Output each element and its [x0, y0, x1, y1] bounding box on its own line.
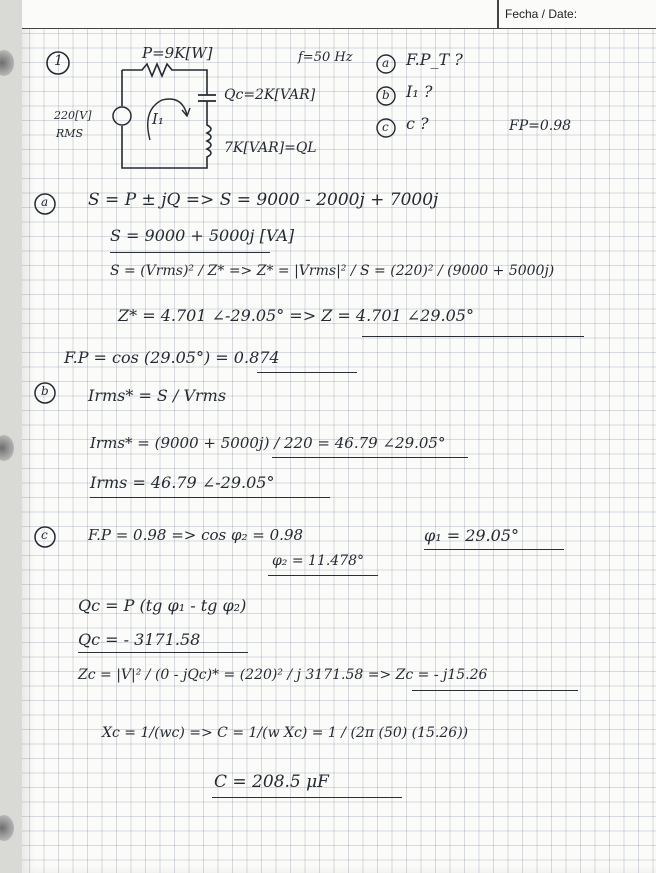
- underline: [257, 372, 357, 373]
- question-c-mark: c: [382, 120, 389, 134]
- question-b-mark: b: [382, 88, 390, 102]
- underline: [110, 252, 270, 253]
- question-a: F.P_T ?: [406, 50, 463, 69]
- part-b-line-1: Irms* = S / Vrms: [88, 386, 227, 405]
- part-c-mark: c: [41, 528, 48, 542]
- part-a-line-2: S = 9000 + 5000j [VA]: [110, 226, 295, 245]
- part-a-line-4: Z* = 4.701 ∠-29.05° => Z = 4.701 ∠29.05°: [118, 306, 474, 325]
- phi-1-value: φ₁ = 29.05°: [424, 526, 519, 545]
- target-power-factor: FP=0.98: [509, 118, 572, 134]
- source-voltage: 220[V]: [54, 109, 92, 122]
- current-label: I₁: [152, 110, 164, 128]
- underline: [412, 690, 578, 691]
- frequency-label: f=50 Hz: [298, 50, 353, 65]
- ql-label: 7K[VAR]=QL: [224, 140, 317, 156]
- underline: [272, 457, 468, 458]
- part-a-mark: a: [41, 195, 49, 209]
- part-b-line-3: Irms = 46.79 ∠-29.05°: [90, 473, 275, 492]
- part-c-line-1: F.P = 0.98 => cos φ₂ = 0.98: [88, 526, 304, 544]
- qc-label: Qc=2K[VAR]: [224, 87, 316, 103]
- notebook-page: [22, 0, 656, 873]
- problem-number: 1: [54, 53, 63, 69]
- date-label: Fecha / Date:: [505, 7, 578, 21]
- binder-hole: [0, 815, 14, 841]
- final-capacitance: C = 208.5 μF: [214, 772, 329, 792]
- underline: [78, 652, 248, 653]
- underline: [268, 575, 378, 576]
- question-b: I₁ ?: [406, 82, 433, 101]
- part-c-line-6: Xc = 1/(wc) => C = 1/(w Xc) = 1 / (2π (50) (15.26)): [102, 725, 469, 741]
- power-label: P=9K[W]: [142, 44, 213, 62]
- part-c-line-3: Qc = P (tg φ₁ - tg φ₂): [78, 596, 247, 615]
- part-b-line-2: Irms* = (9000 + 5000j) / 220 = 46.79 ∠29.05°: [90, 434, 446, 452]
- rms-label: RMS: [56, 127, 84, 140]
- underline: [90, 497, 330, 498]
- question-c: c ?: [406, 114, 429, 133]
- binder-hole: [0, 50, 14, 76]
- underline: [212, 797, 402, 798]
- part-c-line-4: Qc = - 3171.58: [78, 630, 201, 649]
- part-a-line-3: S = (Vrms)² / Z* => Z* = |Vrms|² / S = (220)² / (9000 + 5000j): [110, 263, 555, 279]
- binder-hole: [0, 435, 14, 461]
- part-c-line-5: Zc = |V|² / (0 - jQc)* = (220)² / j 3171.58 => Zc = - j15.26: [78, 667, 488, 683]
- question-a-mark: a: [382, 56, 390, 70]
- part-b-mark: b: [41, 384, 49, 398]
- underline: [362, 336, 584, 337]
- part-c-line-2: φ₂ = 11.478°: [272, 553, 365, 569]
- underline: [424, 549, 564, 550]
- part-a-line-1: S = P ± jQ => S = 9000 - 2000j + 7000j: [88, 190, 439, 210]
- part-a-line-5: F.P = cos (29.05°) = 0.874: [64, 348, 280, 367]
